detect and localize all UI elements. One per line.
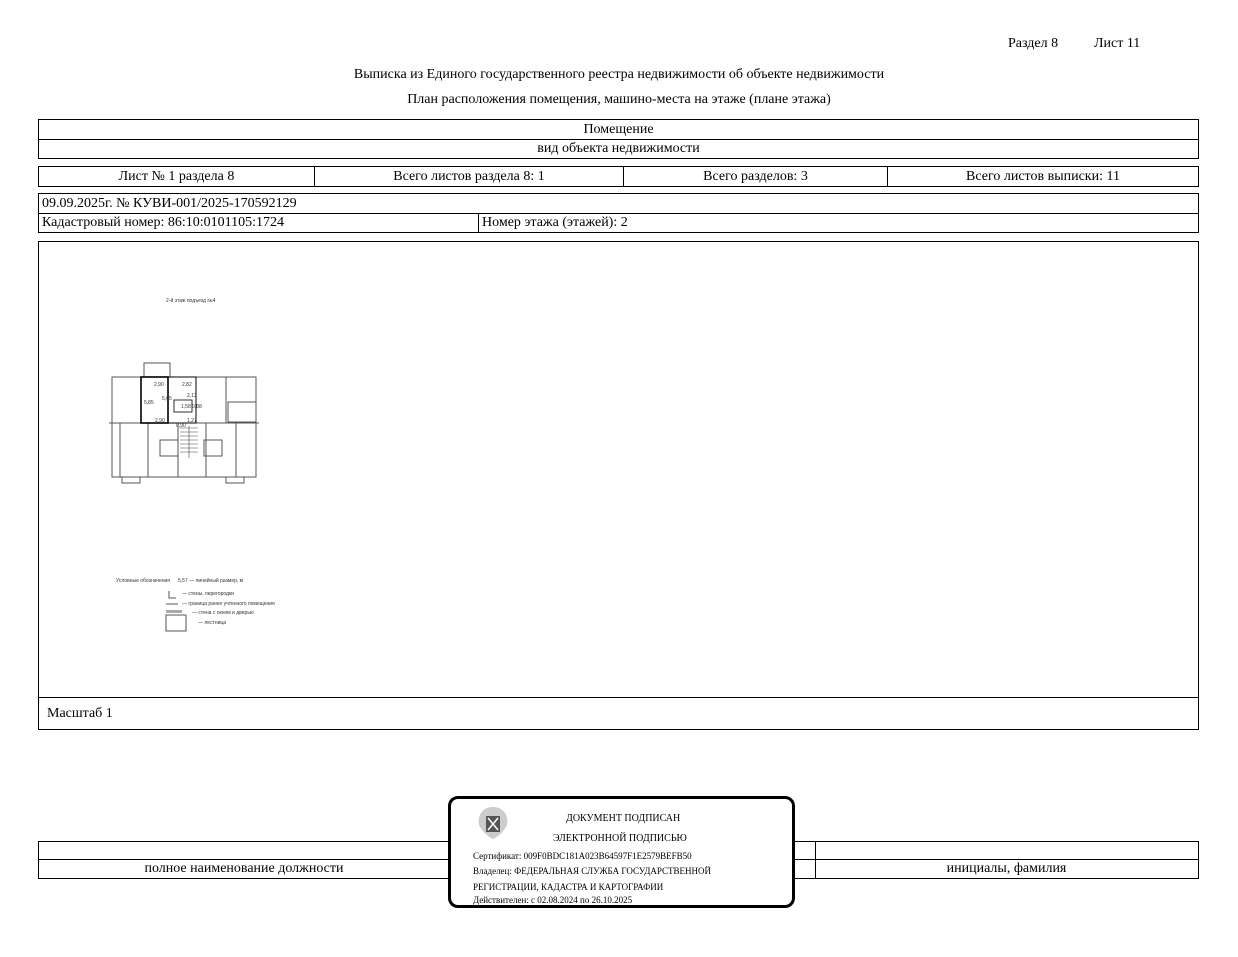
stamp-owner-1: Владелец: ФЕДЕРАЛЬНАЯ СЛУЖБА ГОСУДАРСТВЕННОЙ [473, 866, 712, 876]
plan-caption: 2-й этаж подъезд №4 [166, 298, 216, 304]
plan-dim: 2,90 [155, 418, 165, 424]
stamp-line1: ДОКУМЕНТ ПОДПИСАН [566, 813, 681, 824]
object-kind: вид объекта недвижимости [39, 139, 1198, 158]
emblem-icon [473, 803, 513, 841]
legend-item: — стена с окном и дверью [192, 610, 254, 616]
name-label: инициалы, фамилия [946, 861, 1067, 876]
plan-dim: 0,88 [192, 404, 202, 410]
sheet-label: Лист 11 [1094, 36, 1141, 51]
section-label: Раздел 8 [1008, 36, 1059, 51]
legend-item: 5,57 — линейный размер, м [178, 578, 244, 584]
object-name: Помещение [583, 121, 654, 137]
position-label: полное наименование должности [144, 861, 344, 876]
sheet-number: Лист № 1 раздела 8 [118, 168, 235, 184]
plan-dim: 5,85 [144, 400, 154, 406]
plan-dim: 2,90 [154, 382, 164, 388]
plan-dim: 1,27 [187, 418, 197, 424]
total-sections: Всего разделов: 3 [623, 167, 887, 186]
plan-dim: 5,05 [162, 396, 172, 402]
plan-dim: 0,90 [176, 423, 186, 429]
document-subtitle: План расположения помещения, машино-места на этаже (плане этажа) [407, 92, 831, 107]
total-section-sheets: Всего листов раздела 8: 1 [314, 167, 623, 186]
scale-label: Масштаб 1 [47, 706, 113, 721]
registry-table [38, 193, 1199, 233]
legend-title: Условные обозначения [116, 578, 171, 584]
stamp-validity: Действителен: с 02.08.2024 по 26.10.2025 [473, 895, 633, 905]
cadastral-number: Кадастровый номер: 86:10:0101105:1724 [39, 213, 478, 232]
sheets-table [38, 166, 1199, 187]
stamp-line2: ЭЛЕКТРОННОЙ ПОДПИСЬЮ [553, 833, 687, 844]
legend-item: — лестница [198, 620, 227, 626]
legend-symbols [164, 588, 188, 634]
stamp-certificate: Сертификат: 009F0BDC181A023B64597F1E2579BEFB50 [473, 851, 692, 861]
legend-item: — граница ранее учтенного помещения [182, 601, 275, 607]
stamp-owner-2: РЕГИСТРАЦИИ, КАДАСТРА И КАРТОГРАФИИ [473, 882, 664, 892]
total-extract-sheets: Всего листов выписки: 11 [887, 167, 1198, 186]
plan-dim: 2,82 [182, 382, 192, 388]
electronic-signature-stamp [448, 796, 795, 908]
document-title: Выписка из Единого государственного реестра недвижимости об объекте недвижимости [353, 67, 885, 82]
object-table [38, 119, 1199, 159]
plan-dim: 1,58 [181, 404, 191, 410]
plan-dim: 2,13 [187, 393, 197, 399]
document-number: 09.09.2025г. № КУВИ-001/2025-170592129 [42, 195, 297, 211]
floor-number: Номер этажа (этажей): 2 [478, 213, 1198, 232]
legend-item: — стены, перегородки [182, 591, 234, 597]
